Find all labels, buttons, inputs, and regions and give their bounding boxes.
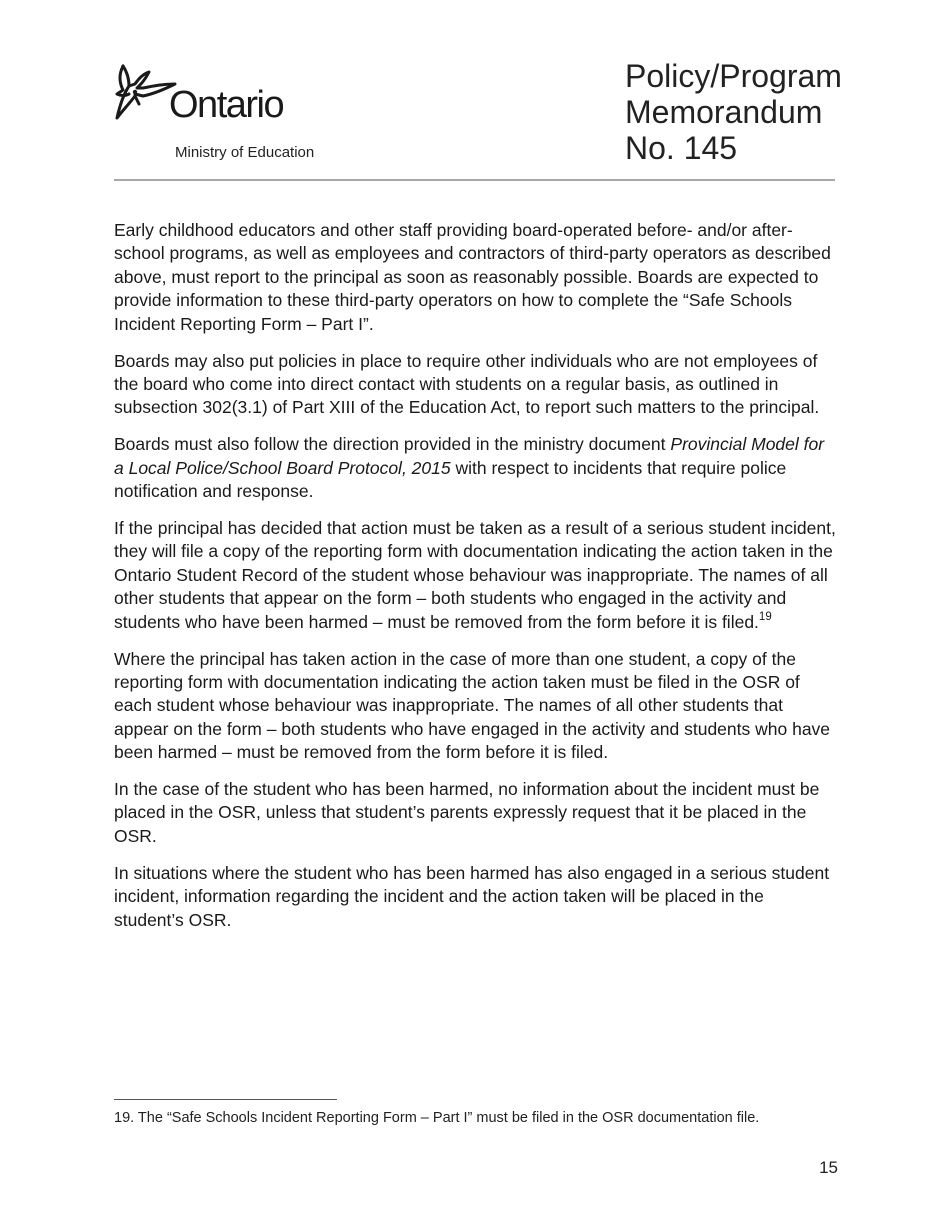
footnote-reference[interactable]: 19 — [758, 610, 772, 623]
ministry-name: Ministry of Education — [175, 144, 315, 161]
paragraph — [114, 517, 838, 634]
memo-title-line-1: Policy/Program — [625, 58, 842, 94]
paragraph: In the case of the student who has been harmed, no information about the incident must be placed in the OSR, unless that student’s parents expressly request that it be placed in the OSR. — [114, 779, 820, 846]
ontario-logo — [113, 60, 353, 170]
paragraph-text: Boards must also follow the direction provided in the ministry document — [114, 434, 671, 455]
paragraph-text: with respect to incidents that require police notification and response. — [114, 457, 787, 502]
paragraph: Where the principal has taken action in the case of more than one student, a copy of the reporting form with documentation indicating the action taken must be filed in the OSR of each student whose behaviour was inappropriate. The names of all other students that appear on the form – both students who have engaged in the activity and students who have been harmed – must be removed from the form before it is filed. — [114, 648, 831, 763]
paragraph — [114, 433, 838, 503]
paragraph-text: If the principal has decided that action must be taken as a result of a serious student incident, they will file a copy of the reporting form with documentation indicating the action taken in the Ontario Student Record of the student whose behaviour was inappropriate. The names of all other students that appear on the form – both students who engaged in the activity and students who have been harmed – must be removed from the form before it is filed. — [114, 517, 836, 632]
memo-title-line-3: No. 145 — [625, 130, 738, 166]
memo-title — [625, 58, 842, 166]
memo-title-line-2: Memorandum — [625, 94, 823, 130]
page-number: 15 — [819, 1158, 838, 1177]
paragraph: Boards may also put policies in place to require other individuals who are not employees of the board who come into direct contact with students on a regular basis, as outlined in subsection 302(3.1) of Part XIII of the Education Act, to report such matters to the principal. — [114, 350, 820, 418]
logo-wordmark: Ontario — [169, 84, 284, 126]
body-text — [114, 219, 838, 945]
document-title-italic: Provincial Model for a Local Police/School Board Protocol, 2015 — [114, 434, 825, 478]
footnote-divider — [114, 1099, 337, 1100]
paragraph: In situations where the student who has been harmed has also engaged in a serious student incident, information regarding the incident and the action taken will be placed in the student’s OSR. — [114, 862, 830, 930]
paragraph: Early childhood educators and other staff providing board-operated before- and/or after-school programs, as well as employees and contractors of third-party operators as described above, must report to the principal as soon as reasonably possible. Boards are expected to provide information to these third-party operators on how to complete the “Safe Schools Incident Reporting Form – Part I”. — [114, 220, 831, 334]
header-divider — [114, 179, 835, 181]
footnote: 19. The “Safe Schools Incident Reporting Form – Part I” must be filed in the OSR documentation file. — [114, 1110, 760, 1126]
